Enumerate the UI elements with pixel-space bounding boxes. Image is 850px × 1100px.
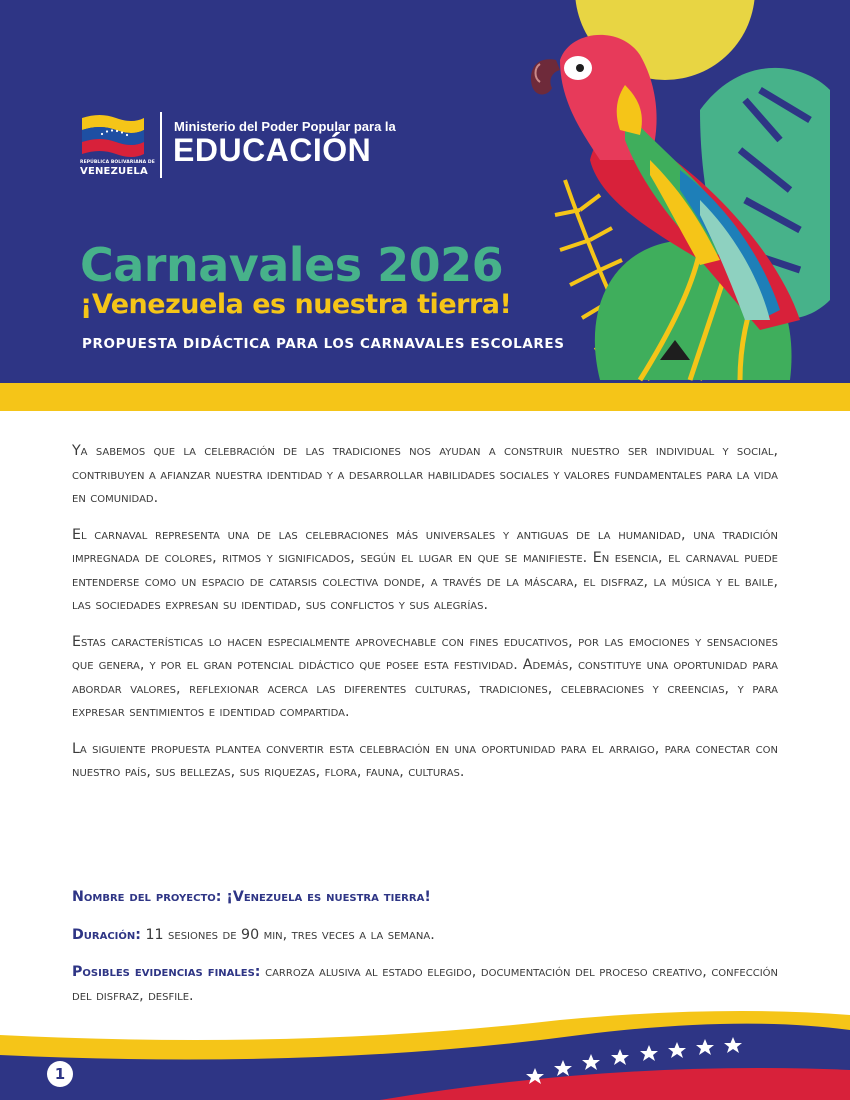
page-number: 1: [47, 1061, 73, 1087]
footer-waves: [0, 1010, 850, 1100]
project-duration: [72, 924, 778, 948]
header-artwork: [0, 0, 850, 383]
header-banner: [0, 0, 850, 383]
paragraph: Ya sabemos que la celebración de las tradiciones nos ayudan a construir nuestro ser individual y social, contribuyen a afianzar nuestra identidad y a desarrollar habilidades sociales y valores fundamentales para la vida en comunidad.: [72, 443, 778, 506]
flag-caption-small: REPÚBLICA BOLIVARIANA DE: [80, 160, 155, 165]
intro-text: [72, 440, 778, 798]
ministry-name-big: EDUCACIÓN: [173, 132, 372, 168]
evidence-value: carroza alusiva al estado elegido, documentación del proceso creativo, confección del disfraz, desfile.: [72, 964, 778, 1004]
logo-divider: [160, 112, 162, 178]
duration-label: Duración:: [72, 927, 141, 943]
duration-value: 11 sesiones de 90 min, tres veces a la semana.: [140, 927, 435, 943]
header-divider-band: [0, 383, 850, 411]
page-tagline: PROPUESTA DIDÁCTICA PARA LOS CARNAVALES ESCOLARES: [82, 336, 565, 352]
evidence-label: Posibles evidencias finales:: [72, 964, 261, 980]
venezuela-flag-icon: [80, 112, 146, 158]
flag-caption-big: VENEZUELA: [80, 166, 148, 177]
project-evidence: [72, 961, 778, 1008]
page-subtitle: ¡Venezuela es nuestra tierra!: [80, 289, 512, 320]
project-name: [72, 886, 778, 910]
ministry-logo: [80, 112, 396, 182]
paragraph: Estas características lo hacen especialmente aprovechable con fines educativos, por las emociones y sensaciones que genera, y por el gran potencial didáctico que posee esta festividad. Además, constituye una oportunidad para abordar valores, reflexionar acerca las diferentes culturas, tradiciones, celebraciones y creencias, y para expresar sentimientos e identidad compartida.: [72, 633, 778, 720]
page-title: Carnavales 2026: [80, 238, 504, 292]
paragraph: La siguiente propuesta plantea convertir esta celebración en una oportunidad para el arraigo, para conectar con nuestro país, sus bellezas, sus riquezas, flora, fauna, culturas.: [72, 740, 778, 780]
project-name-label: Nombre del proyecto: ¡Venezuela es nuestra tierra!: [72, 889, 431, 905]
paragraph: El carnaval representa una de las celebraciones más universales y antiguas de la humanidad, una tradición impregnada de colores, ritmos y significados, según el lugar en que se manifieste. En esencia, el carnaval puede entenderse como un espacio de catarsis colectiva donde, a través de la máscara, el disfraz, la música y el baile, las sociedades expresan su identidad, sus conflictos y sus alegrías.: [72, 526, 778, 613]
ministry-name-small: Ministerio del Poder Popular para la: [174, 119, 396, 134]
